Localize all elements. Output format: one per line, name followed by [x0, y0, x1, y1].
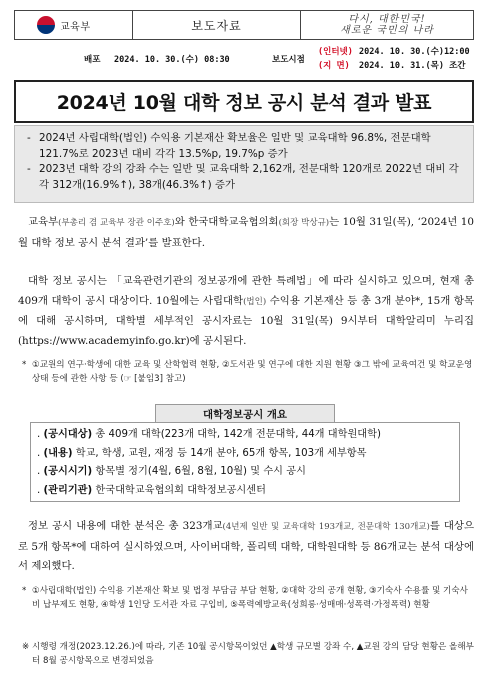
- headline: 2024년 10월 대학 정보 공시 분석 결과 발표: [56, 92, 432, 114]
- footnote-analysis-items: * ①사립대학(법인) 수익용 기본재산 확보 및 법정 부담금 부담 현황, ②대학 강의 공개 현황, ③기숙사 수용률 및 기숙사비 납부제도 현황, ④학생 1인당 도서관 자료 구입비, ⑤폭력예방교육(성희롱·성매매·성폭력·가정폭력) 현황: [22, 586, 468, 610]
- slogan-line-1: 다시, 대한민국!: [348, 14, 426, 25]
- summary-item: - 2024년 사립대학(법인) 수익용 기본재산 확보율은 일반 및 교육대학 96.8%, 전문대학 121.7%로 2023년 대비 각각 13.5%p, 19.7%p 증가: [27, 131, 465, 162]
- summary-item: - 2023년 대학 강의 강좌 수는 일반 및 교육대학 2,162개, 전문대학 120개로 2022년 대비 각각 312개(16.9%↑), 38개(46.3%↑) 증가: [27, 162, 465, 193]
- document-type: 보도자료: [133, 11, 301, 39]
- ministry-name: 교육부: [60, 21, 91, 33]
- print-label: (지 면): [318, 61, 350, 71]
- release-value: 2024. 10. 30.(수) 08:30: [114, 55, 230, 65]
- outline-box: [30, 422, 460, 502]
- paragraph-disclosure: 대학 정보 공시는 「교육관련기관의 정보공개에 관한 특례법」에 따라 실시하고 있으며, 현재 총 409개 대학이 공시 대상이다. 10월에는 사립대학(법인) 수익용 기본재산 등 총 3개 분야*, 15개 항목에 대해 공시하며, 대학별 세부적인 공시자료는 10월 31일(목) 9시부터 대학알리미 누리집(https://www.academyinfo.go.kr)에 공시된다.: [18, 275, 474, 347]
- taegeuk-emblem-icon: [37, 16, 55, 34]
- release-dates: [14, 43, 474, 71]
- outline-item: . (공시시기) 항목별 정기(4월, 6월, 8월, 10월) 및 수시 공시: [37, 466, 306, 478]
- slogan-line-2: 새로운 국민의 나라: [340, 25, 434, 36]
- government-slogan: [301, 11, 473, 39]
- release-label: 배포: [84, 55, 101, 65]
- print-value: 2024. 10. 31.(목) 조간: [359, 61, 466, 71]
- footnote-categories: * ①교원의 연구·학생에 대한 교육 및 산학협력 현황, ②도서관 및 연구에 대한 지원 현황 ③그 밖에 교육여건 및 학교운영 상태 등에 관한 사항 등 (☞ [붙임3] 참고): [22, 360, 473, 384]
- footnote-amendment: ※ 시행령 개정(2023.12.26.)에 따라, 기존 10월 공시항목이었던 ▲학생 규모별 강좌 수, ▲교원 강의 담당 현황은 올해부터 8월 공시항목으로 변경되었음: [22, 642, 474, 666]
- online-label: (인터넷): [318, 47, 353, 57]
- paragraph-analysis: 정보 공시 내용에 대한 분석은 총 323개교(4년제 일반 및 교육대학 193개교, 전문대학 130개교)를 대상으로 5개 항목*에 대하여 실시하였으며, 사이버대학, 폴리텍 대학, 대학원대학 등 86개교는 분석 대상에서 제외했다.: [18, 520, 474, 572]
- ministry-logo: [15, 11, 133, 39]
- paragraph-intro: 교육부(부총리 겸 교육부 장관 이주호)와 한국대학교육협의회(회장 박상규)는 10월 31일(목), ‘2024년 10월 대학 정보 공시 분석 결과’를 발표한다.: [18, 216, 474, 249]
- online-value: 2024. 10. 30.(수)12:00: [359, 47, 470, 57]
- summary-text: 2024년 사립대학(법인) 수익용 기본재산 확보율은 일반 및 교육대학 96.8%, 전문대학 121.7%로 2023년 대비 각각 13.5%p, 19.7%p 증가: [39, 132, 431, 160]
- outline-item: . (내용) 학교, 학생, 교원, 재정 등 14개 분야, 65개 항목, 103개 세부항목: [37, 447, 367, 459]
- summary-box: [14, 125, 474, 203]
- summary-text: 2023년 대학 강의 강좌 수는 일반 및 교육대학 2,162개, 전문대학 120개로 2022년 대비 각각 312개(16.9%↑), 38개(46.3%↑) 증가: [39, 163, 459, 191]
- embargo-label: 보도시점: [272, 55, 305, 65]
- outline-heading: 대학정보공시 개요: [155, 404, 335, 423]
- headline-box: [14, 80, 474, 123]
- outline-item: . (관리기관) 한국대학교육협의회 대학정보공시센터: [37, 485, 266, 497]
- outline-item: . (공시대상) 총 409개 대학(223개 대학, 142개 전문대학, 44개 대학원대학): [37, 429, 381, 440]
- press-release-header: [14, 10, 474, 40]
